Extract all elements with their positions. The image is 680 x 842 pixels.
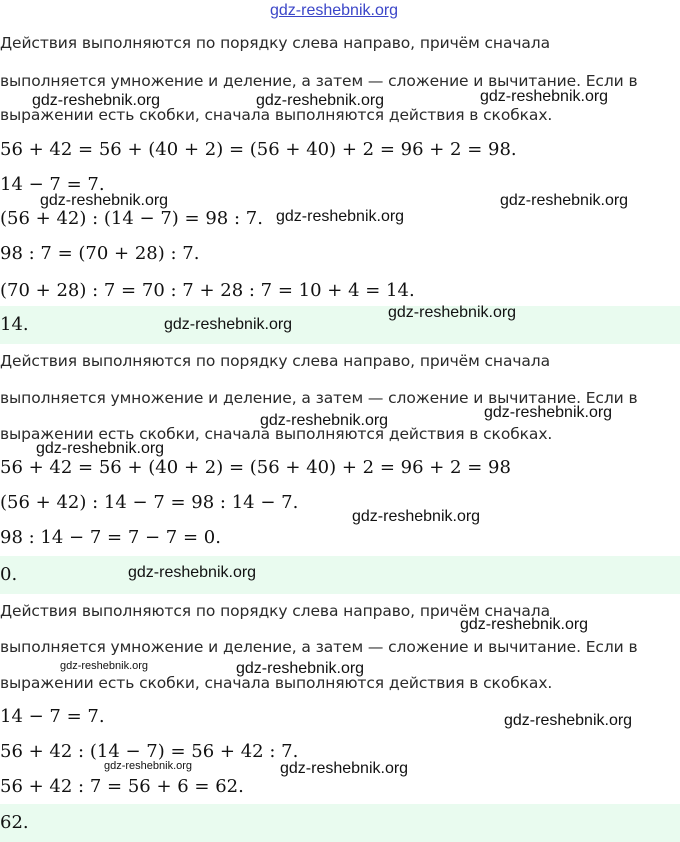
step: (56 + 42) : 14 − 7 = 98 : 14 − 7. <box>0 492 299 513</box>
watermark: gdz-reshebnik.org <box>500 192 629 209</box>
rule-line-2: выполняется умножение и деление, а затем — сложение и вычитание. Если в <box>0 389 638 407</box>
watermark: gdz-reshebnik.org <box>388 304 517 321</box>
step: 14 − 7 = 7. <box>0 706 105 727</box>
watermark: gdz-reshebnik.org <box>256 92 385 109</box>
watermark: gdz-reshebnik.org <box>60 660 149 672</box>
watermark: gdz-reshebnik.org <box>352 508 481 525</box>
rule-line-1: Действия выполняются по порядку слева направо, причём сначала <box>0 34 551 52</box>
watermark: gdz-reshebnik.org <box>36 440 165 457</box>
rule-line-1: Действия выполняются по порядку слева направо, причём сначала <box>0 352 551 370</box>
rule-line-1: Действия выполняются по порядку слева направо, причём сначала <box>0 602 551 620</box>
step: 56 + 42 = 56 + (40 + 2) = (56 + 40) + 2 = 96 + 2 = 98. <box>0 139 517 160</box>
step: 56 + 42 : (14 − 7) = 56 + 42 : 7. <box>0 741 299 762</box>
answer-box <box>0 556 680 594</box>
answer-box <box>0 306 680 344</box>
watermark: gdz-reshebnik.org <box>164 316 293 333</box>
step: (70 + 28) : 7 = 70 : 7 + 28 : 7 = 10 + 4 = 14. <box>0 280 415 301</box>
watermark: gdz-reshebnik.org <box>32 92 161 109</box>
rule-line-3: выражении есть скобки, сначала выполняются действия в скобках. <box>0 106 553 124</box>
step: 98 : 7 = (70 + 28) : 7. <box>0 243 200 264</box>
site-link[interactable]: gdz-reshebnik.org <box>270 2 399 19</box>
watermark: gdz-reshebnik.org <box>236 660 365 677</box>
watermark: gdz-reshebnik.org <box>484 404 613 421</box>
step: 98 : 14 − 7 = 7 − 7 = 0. <box>0 527 221 548</box>
step: 14 − 7 = 7. <box>0 174 105 195</box>
answer-text: 62. <box>0 812 29 833</box>
watermark: gdz-reshebnik.org <box>280 760 409 777</box>
watermark: gdz-reshebnik.org <box>260 412 389 429</box>
watermark: gdz-reshebnik.org <box>460 616 589 633</box>
rule-line-3: выражении есть скобки, сначала выполняются действия в скобках. <box>0 674 553 692</box>
watermark: gdz-reshebnik.org <box>480 88 609 105</box>
rule-line-3: выражении есть скобки, сначала выполняются действия в скобках. <box>0 425 553 443</box>
step: 56 + 42 = 56 + (40 + 2) = (56 + 40) + 2 = 96 + 2 = 98 <box>0 457 511 478</box>
watermark: gdz-reshebnik.org <box>504 712 633 729</box>
answer-text: 0. <box>0 564 18 585</box>
watermark: gdz-reshebnik.org <box>128 564 257 581</box>
rule-line-2: выполняется умножение и деление, а затем — сложение и вычитание. Если в <box>0 638 638 656</box>
rule-line-2: выполняется умножение и деление, а затем — сложение и вычитание. Если в <box>0 72 638 90</box>
watermark: gdz-reshebnik.org <box>276 208 405 225</box>
answer-box <box>0 804 680 842</box>
watermark: gdz-reshebnik.org <box>104 760 193 772</box>
step: 56 + 42 : 7 = 56 + 6 = 62. <box>0 776 244 797</box>
answer-text: 14. <box>0 314 29 335</box>
watermark: gdz-reshebnik.org <box>40 192 169 209</box>
step: (56 + 42) : (14 − 7) = 98 : 7. <box>0 208 263 229</box>
